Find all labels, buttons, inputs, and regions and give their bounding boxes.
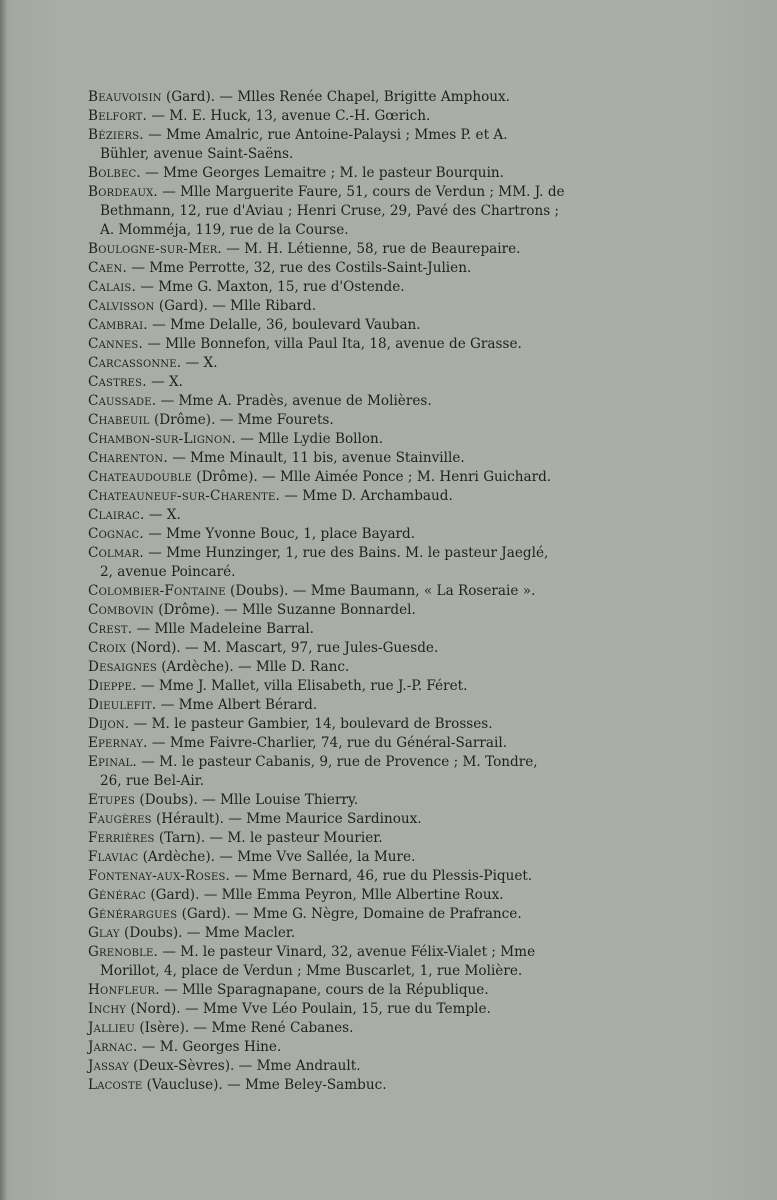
directory-entry: [88, 696, 648, 715]
directory-entry: [88, 525, 648, 544]
entry-place: Faugères: [88, 811, 152, 827]
directory-entry: [88, 259, 648, 278]
directory-entry: [88, 582, 648, 601]
entry-details: (Hérault). — Mme Maurice Sardinoux.: [151, 811, 422, 827]
entry-details: (Vaucluse). — Mme Beley-Sambuc.: [142, 1077, 387, 1093]
entry-details: — Mme A. Pradès, avenue de Molières.: [156, 393, 432, 409]
entry-continuation: A. Momméja, 119, rue de la Course.: [100, 222, 349, 238]
entry-place: Béziers.: [88, 127, 144, 143]
directory-entry: [88, 487, 648, 506]
entry-place: Epinal.: [88, 754, 137, 770]
directory-entry: [88, 278, 648, 297]
entry-details: (Gard). — Mlle Emma Peyron, Mlle Albertine Roux.: [146, 887, 504, 903]
entry-place: Epernay.: [88, 735, 148, 751]
directory-entry: [88, 886, 648, 905]
entry-details: (Gard). — Mlle Ribard.: [154, 298, 317, 314]
directory-entry: [88, 1076, 648, 1095]
entry-place: Dieulefit.: [88, 697, 157, 713]
directory-entry: [88, 981, 648, 1000]
entry-details: (Doubs). — Mlle Louise Thierry.: [135, 792, 359, 808]
directory-entry: [88, 392, 648, 411]
entry-details: — Mme J. Mallet, villa Elisabeth, rue J.-P. Féret.: [136, 678, 468, 694]
entry-place: Jarnac.: [88, 1039, 138, 1055]
entry-details: — Mlle Bonnefon, villa Paul Ita, 18, avenue de Grasse.: [143, 336, 522, 352]
entry-place: Cognac.: [88, 526, 144, 542]
entry-details: (Isère). — Mme René Cabanes.: [135, 1020, 354, 1036]
entry-details: — M. le pasteur Vinard, 32, avenue Félix-Vialet ; Mme: [158, 944, 536, 960]
entry-place: Jassay: [88, 1058, 129, 1074]
entry-details: (Drôme). — Mme Fourets.: [149, 412, 334, 428]
entry-details: — Mme G. Maxton, 15, rue d'Ostende.: [136, 279, 405, 295]
entry-place: Desaignes: [88, 659, 157, 675]
entry-details: (Nord). — M. Mascart, 97, rue Jules-Guesde.: [126, 640, 439, 656]
entry-place: Cambrai.: [88, 317, 148, 333]
entry-details: (Tarn). — M. le pasteur Mourier.: [154, 830, 383, 846]
entry-details: — Mme Faivre-Charlier, 74, rue du Général-Sarrail.: [147, 735, 508, 751]
entry-place: Chateaudouble: [88, 469, 192, 485]
entry-details: — Mlle Madeleine Barral.: [132, 621, 314, 637]
entry-place: Grenoble.: [88, 944, 159, 960]
entry-details: — Mme D. Archambaud.: [280, 488, 453, 504]
entry-details: (Drôme). — Mlle Aimée Ponce ; M. Henri Guichard.: [191, 469, 552, 485]
entry-place: Belfort.: [88, 108, 148, 124]
entry-details: — M. Georges Hine.: [137, 1039, 282, 1055]
entry-details: — Mme Minault, 11 bis, avenue Stainville.: [167, 450, 465, 466]
directory-entry: [88, 316, 648, 335]
entry-place: Dijon.: [88, 716, 130, 732]
directory-entry: [88, 848, 648, 867]
entry-continuation: 2, avenue Poincaré.: [100, 564, 236, 580]
directory-entry: [88, 544, 648, 582]
entry-details: (Drôme). — Mlle Suzanne Bonnardel.: [153, 602, 416, 618]
directory-entry: [88, 506, 648, 525]
entry-details: — Mme Albert Bérard.: [156, 697, 318, 713]
directory-entry: [88, 373, 648, 392]
entry-details: (Ardèche). — Mme Vve Sallée, la Mure.: [138, 849, 416, 865]
entry-place: Flaviac: [88, 849, 139, 865]
entry-details: — M. E. Huck, 13, avenue C.-H. Gœrich.: [147, 108, 431, 124]
entry-details: (Deux-Sèvres). — Mme Andrault.: [128, 1058, 361, 1074]
entry-details: — X.: [144, 507, 181, 523]
directory-entry: [88, 810, 648, 829]
directory-entry: [88, 354, 648, 373]
entry-place: Glay: [88, 925, 120, 941]
entry-details: — Mme Georges Lemaitre ; M. le pasteur Bourquin.: [140, 165, 504, 181]
directory-entry: [88, 867, 648, 886]
directory-entry: [88, 715, 648, 734]
entry-details: (Nord). — Mme Vve Léo Poulain, 15, rue du Temple.: [126, 1001, 491, 1017]
directory-entry: [88, 107, 648, 126]
directory-entry: [88, 677, 648, 696]
entry-place: Chambon-sur-Lignon.: [88, 431, 236, 447]
entry-place: Lacoste: [88, 1077, 143, 1093]
entry-details: — Mlle Marguerite Faure, 51, cours de Verdun ; MM. J. de: [157, 184, 565, 200]
entry-details: — Mlle Lydie Bollon.: [235, 431, 384, 447]
address-directory: [88, 88, 648, 1095]
entry-continuation: Morillot, 4, place de Verdun ; Mme Buscarlet, 1, rue Molière.: [100, 963, 523, 979]
entry-place: Etupes: [88, 792, 136, 808]
entry-details: — X.: [146, 374, 183, 390]
entry-place: Clairac.: [88, 507, 145, 523]
directory-entry: [88, 601, 648, 620]
entry-place: Croix: [88, 640, 127, 656]
entry-details: — Mme Yvonne Bouc, 1, place Bayard.: [143, 526, 416, 542]
entry-place: Ferrières: [88, 830, 155, 846]
entry-details: — X.: [181, 355, 218, 371]
entry-details: — Mme Amalric, rue Antoine-Palaysi ; Mmes P. et A.: [143, 127, 508, 143]
entry-place: Fontenay-aux-Roses.: [88, 868, 231, 884]
entry-details: — Mme Delalle, 36, boulevard Vauban.: [147, 317, 421, 333]
directory-entry: [88, 924, 648, 943]
directory-entry: [88, 639, 648, 658]
directory-entry: [88, 620, 648, 639]
directory-entry: [88, 164, 648, 183]
directory-entry: [88, 829, 648, 848]
entry-details: (Ardèche). — Mlle D. Ranc.: [156, 659, 350, 675]
directory-entry: [88, 1019, 648, 1038]
directory-entry: [88, 943, 648, 981]
entry-place: Chabeuil: [88, 412, 150, 428]
entry-place: Caen.: [88, 260, 127, 276]
entry-details: (Gard). — Mlles Renée Chapel, Brigitte Amphoux.: [161, 89, 511, 105]
entry-details: (Doubs). — Mme Macler.: [119, 925, 296, 941]
directory-entry: [88, 411, 648, 430]
entry-place: Générac: [88, 887, 147, 903]
entry-place: Charenton.: [88, 450, 168, 466]
directory-entry: [88, 658, 648, 677]
directory-entry: [88, 734, 648, 753]
entry-place: Beauvoisin: [88, 89, 162, 105]
entry-continuation: 26, rue Bel-Air.: [100, 773, 205, 789]
directory-entry: [88, 297, 648, 316]
directory-entry: [88, 1038, 648, 1057]
entry-place: Colmar.: [88, 545, 144, 561]
entry-continuation: Bethmann, 12, rue d'Aviau ; Henri Cruse, 29, Pavé des Chartrons ;: [100, 203, 560, 219]
entry-details: — Mme Perrotte, 32, rue des Costils-Saint-Julien.: [127, 260, 472, 276]
entry-details: — M. le pasteur Cabanis, 9, rue de Provence ; M. Tondre,: [136, 754, 538, 770]
entry-details: — Mme Hunzinger, 1, rue des Bains. M. le pasteur Jaeglé,: [143, 545, 549, 561]
entry-details: — M. H. Létienne, 58, rue de Beaurepaire.: [221, 241, 521, 257]
directory-entry: [88, 240, 648, 259]
book-spine-edge: [0, 0, 6, 1200]
entry-place: Générargues: [88, 906, 178, 922]
directory-entry: [88, 335, 648, 354]
entry-place: Calais.: [88, 279, 137, 295]
entry-place: Bordeaux.: [88, 184, 158, 200]
directory-entry: [88, 430, 648, 449]
entry-place: Crest.: [88, 621, 133, 637]
entry-place: Inchy: [88, 1001, 127, 1017]
directory-entry: [88, 1057, 648, 1076]
directory-entry: [88, 183, 648, 240]
entry-place: Combovin: [88, 602, 154, 618]
entry-place: Honfleur.: [88, 982, 160, 998]
entry-place: Chateauneuf-sur-Charente.: [88, 488, 281, 504]
entry-place: Colombier-Fontaine: [88, 583, 226, 599]
directory-entry: [88, 1000, 648, 1019]
directory-entry: [88, 449, 648, 468]
entry-place: Dieppe.: [88, 678, 137, 694]
directory-entry: [88, 791, 648, 810]
directory-entry: [88, 88, 648, 107]
entry-place: Cannes.: [88, 336, 143, 352]
entry-details: — Mlle Sparagnapane, cours de la République.: [159, 982, 489, 998]
entry-details: — Mme Bernard, 46, rue du Plessis-Piquet.: [230, 868, 533, 884]
entry-details: (Doubs). — Mme Baumann, « La Roseraie ».: [225, 583, 536, 599]
entry-place: Caussade.: [88, 393, 157, 409]
entry-place: Boulogne-sur-Mer.: [88, 241, 222, 257]
directory-entry: [88, 905, 648, 924]
entry-details: (Gard). — Mme G. Nègre, Domaine de Prafrance.: [177, 906, 522, 922]
entry-details: — M. le pasteur Gambier, 14, boulevard de Brosses.: [129, 716, 493, 732]
entry-place: Castres.: [88, 374, 147, 390]
entry-place: Calvisson: [88, 298, 155, 314]
directory-entry: [88, 468, 648, 487]
directory-entry: [88, 753, 648, 791]
entry-continuation: Bühler, avenue Saint-Saëns.: [100, 146, 294, 162]
directory-entry: [88, 126, 648, 164]
entry-place: Jallieu: [88, 1020, 136, 1036]
entry-place: Bolbec.: [88, 165, 141, 181]
entry-place: Carcassonne.: [88, 355, 182, 371]
